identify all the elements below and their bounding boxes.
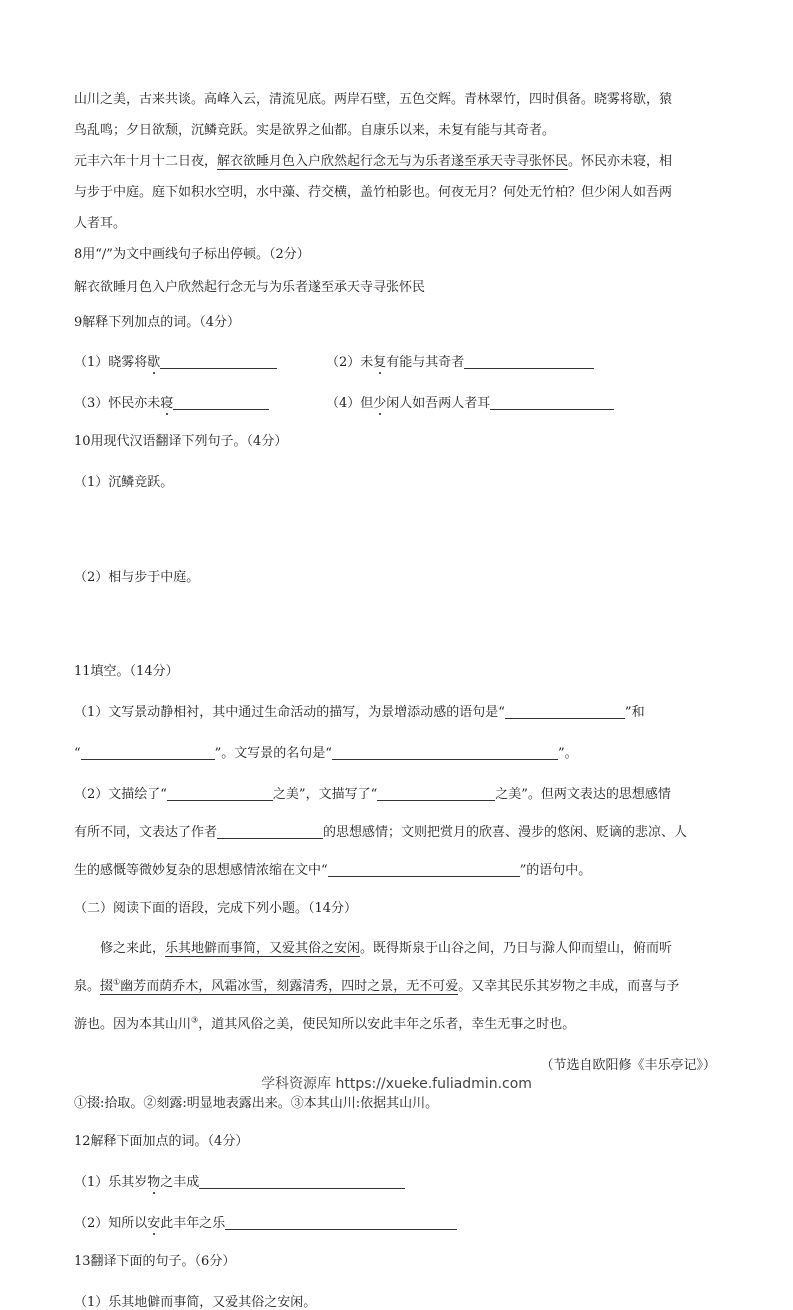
answer-blank[interactable]	[160, 356, 277, 369]
underlined-sentence: 解衣欲睡月色入户欣然起行念无与为乐者遂至承天寺寻张怀民	[217, 154, 569, 169]
passage1-line3	[74, 155, 724, 168]
q9-item3: （3）怀民亦未寝	[74, 397, 269, 410]
q10-title: 10用现代汉语翻译下列句子。（4分）	[74, 434, 288, 449]
q11-line5: 生的感慨等微妙复杂的思想感情浓缩在文中“ ”的语句中。	[74, 863, 592, 878]
q11-line4: 有所不同，文表达了作者 的思想感情；文则把赏月的欣喜、漫步的悠闲、贬谪的悲凉、人	[74, 825, 688, 840]
underlined-sentence: 掇①幽芳而荫乔木，风霜冰雪，刻露清秀，四时之景，无不可爱	[100, 977, 459, 994]
q9-title: 9解释下列加点的词。（4分）	[74, 315, 241, 330]
passage1-line2: 鸟乱鸣；夕日欲颓，沉鳞竞跃。实是欲界之仙都。自康乐以来，未复有能与其奇者。	[74, 123, 556, 138]
q10-sentence2: （2）相与步于中庭。	[74, 570, 200, 585]
answer-blank[interactable]	[464, 356, 594, 369]
q9-item2: （2）未复有能与其奇者	[326, 356, 594, 369]
dotted-char: 复	[373, 355, 387, 370]
dotted-char: 物	[147, 1175, 161, 1190]
page-footer: 学科资源库 https://xueke.fuliadmin.com	[261, 1076, 532, 1092]
q8-title: 8用“/”为文中画线句子标出停顿。（2分）	[74, 247, 310, 262]
footnotes: ①掇:拾取。②刻露:明显地表露出来。③本其山川:依据其山川。	[74, 1096, 439, 1111]
q11-line3: （2）文描绘了“ 之美”，文描写了“ 之美”。但两文表达的思想感情	[74, 787, 671, 802]
dotted-char: 少	[373, 396, 387, 411]
q10-sentence1: （1）沉鳞竞跃。	[74, 475, 174, 490]
passage1-line4: 与步于中庭。庭下如积水空明，水中藻、荇交横，盖竹柏影也。何夜无月？何处无竹柏？但少闲人如吾两	[74, 185, 673, 200]
answer-blank[interactable]	[505, 706, 625, 719]
underlined-sentence: 乐其地僻而事简，又爱其俗之安闲	[165, 941, 361, 956]
q8-sentence: 解衣欲睡月色入户欣然起行念无与为乐者遂至承天寺寻张怀民	[74, 280, 426, 295]
passage1-line5: 人者耳。	[74, 216, 127, 231]
footnote-mark: ③	[191, 1015, 199, 1025]
answer-blank[interactable]	[332, 747, 558, 760]
q13-title: 13翻译下面的句子。（6分）	[74, 1254, 236, 1269]
q13-sentence1: （1）乐其地僻而事简，又爱其俗之安闲。	[74, 1295, 317, 1310]
q9-item1: （1）晓雾将歇	[74, 356, 277, 369]
answer-blank[interactable]	[328, 864, 520, 877]
q12-item1: （1）乐其岁物之丰成	[74, 1176, 724, 1189]
q9-row1	[74, 356, 724, 369]
answer-blank[interactable]	[490, 397, 614, 410]
section2-para-line1: 修之来此，乐其地僻而事简，又爱其俗之安闲。既得斯泉于山谷之间，乃日与滁人仰而望山，俯而听	[100, 941, 673, 956]
passage1-line3-post: 。怀民亦未寝，相	[568, 154, 673, 169]
dotted-char: 寝	[160, 396, 174, 411]
answer-blank[interactable]	[167, 788, 273, 801]
answer-blank[interactable]	[217, 826, 323, 839]
q11-line2: “ ”。文写景的名句是“ ”。	[74, 746, 578, 761]
answer-blank[interactable]	[173, 397, 269, 410]
answer-blank[interactable]	[81, 747, 215, 760]
q11-line1: （1）文写景动静相衬，其中通过生命活动的描写，为景增添动感的语句是“ ”和	[74, 705, 645, 720]
source-citation: （节选自欧阳修《丰乐亭记》）	[540, 1058, 716, 1073]
q9-row2	[74, 397, 724, 410]
answer-blank[interactable]	[377, 788, 495, 801]
section2-para-line3: 游也。因为本其山川③，道其风俗之美，使民知所以安此丰年之乐者，幸生无事之时也。	[74, 1015, 576, 1032]
footnote-mark: ①	[113, 977, 121, 987]
dotted-char: 安	[147, 1216, 161, 1231]
section2-title: （二）阅读下面的语段，完成下列小题。（14分）	[74, 901, 358, 916]
q12-item2: （2）知所以安此丰年之乐	[74, 1217, 724, 1230]
dotted-char: 歇	[147, 355, 161, 370]
section2-para-line2: 泉。掇①幽芳而荫乔木，风霜冰雪，刻露清秀，四时之景，无不可爱。又幸其民乐其岁物之丰成，而喜与予	[74, 977, 680, 994]
q12-title: 12解释下面加点的词。（4分）	[74, 1134, 249, 1149]
q11-title: 11填空。（14分）	[74, 664, 179, 679]
passage1-line1: 山川之美，古来共谈。高峰入云，清流见底。两岸石壁，五色交辉。青林翠竹，四时俱备。晓雾将歇，猿	[74, 92, 673, 107]
q9-item4: （4）但少闲人如吾两人者耳	[326, 397, 614, 410]
answer-blank[interactable]	[225, 1217, 457, 1230]
passage1-line3-pre: 元丰六年十月十二日夜，	[74, 154, 218, 169]
answer-blank[interactable]	[199, 1176, 405, 1189]
